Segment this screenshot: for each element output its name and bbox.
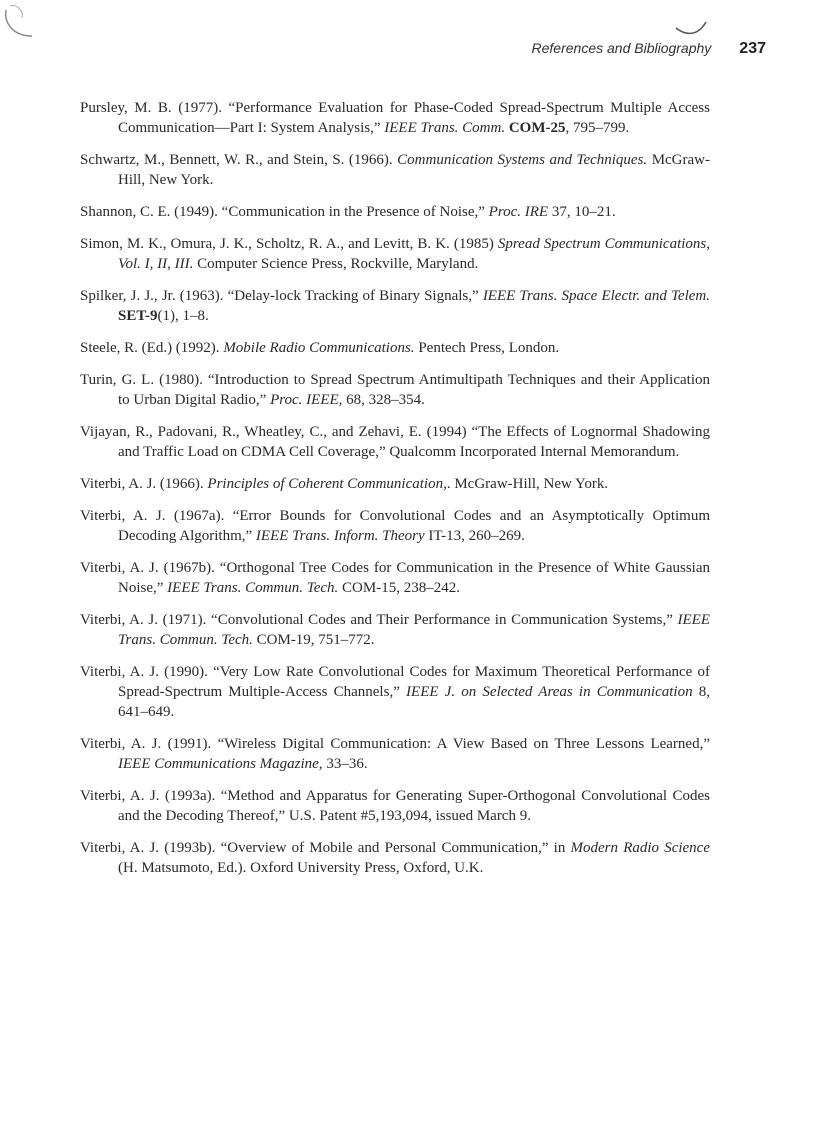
reference-text: Viterbi, A. J. (1993a). “Method and Apparatus for Generating Super-Orthogonal Convolutional Codes and the Decoding Thereof,” U.S. Patent #5,193,094, issued March 9. xyxy=(80,788,710,824)
reference-title: Spread Spectrum Communications, Vol. I, II, III. xyxy=(118,236,710,272)
reference-title: Proc. IRE xyxy=(488,204,549,220)
reference-text: Simon, M. K., Omura, J. K., Scholtz, R. A., and Levitt, B. K. (1985) xyxy=(80,236,498,252)
reference-entry xyxy=(80,422,710,462)
reference-entry xyxy=(80,286,710,326)
reference-title: IEEE Trans. Inform. Theory xyxy=(255,528,425,544)
reference-volume: COM-25 xyxy=(508,120,566,136)
reference-entry xyxy=(80,662,710,722)
scan-artifact-top-right xyxy=(672,16,712,38)
reference-text: COM-19, 751–772. xyxy=(252,632,375,648)
reference-title: IEEE Trans. Comm. xyxy=(384,120,506,136)
reference-text: IT-13, 260–269. xyxy=(424,528,525,544)
reference-text: Viterbi, A. J. (1990). “Very Low Rate Convolutional Codes for Maximum Theoretical Performance of Spread-Spectrum Multiple-Access Channels,” xyxy=(80,664,710,700)
reference-entry xyxy=(80,150,710,190)
reference-text: McGraw-Hill, New York. xyxy=(118,152,710,188)
reference-entry xyxy=(80,98,710,138)
reference-text: Spilker, J. J., Jr. (1963). “Delay-lock Tracking of Binary Signals,” xyxy=(80,288,483,304)
reference-text: 8, 641–649. xyxy=(118,684,710,720)
reference-text: Viterbi, A. J. (1966). xyxy=(80,476,208,492)
reference-text: 37, 10–21. xyxy=(548,204,616,220)
reference-text: (H. Matsumoto, Ed.). Oxford University Press, Oxford, U.K. xyxy=(118,860,484,876)
reference-title: Communication Systems and Techniques. xyxy=(397,152,648,168)
reference-text: Viterbi, A. J. (1967a). “Error Bounds for Convolutional Codes and an Asymptotically Optimum Decoding Algorithm,” xyxy=(80,508,710,544)
reference-text: , 795–799. xyxy=(565,120,630,136)
reference-title: IEEE Communications Magazine, xyxy=(118,756,323,772)
reference-text: Pentech Press, London. xyxy=(414,340,560,356)
reference-title: IEEE J. on Selected Areas in Communication xyxy=(406,684,693,700)
scan-artifact-top-left xyxy=(2,2,46,42)
reference-title: IEEE Trans. Space Electr. and Telem. xyxy=(482,288,711,304)
reference-text: Viterbi, A. J. (1971). “Convolutional Codes and Their Performance in Communication Systems,” xyxy=(80,612,678,628)
reference-entry xyxy=(80,338,710,358)
reference-text: 68, 328–354. xyxy=(342,392,425,408)
reference-entry xyxy=(80,734,710,774)
reference-text: (1), 1–8. xyxy=(157,308,209,324)
reference-volume: SET-9 xyxy=(118,308,158,324)
reference-text: COM-15, 238–242. xyxy=(338,580,460,596)
reference-text: Shannon, C. E. (1949). “Communication in the Presence of Noise,” xyxy=(80,204,489,220)
reference-title: IEEE Trans. Commun. Tech. xyxy=(118,612,710,648)
reference-text: . McGraw-Hill, New York. xyxy=(446,476,609,492)
reference-title: Mobile Radio Communications. xyxy=(223,340,415,356)
reference-title: Modern Radio Science xyxy=(570,840,711,856)
running-title: References and Bibliography xyxy=(531,40,712,56)
page-header xyxy=(532,40,766,58)
reference-title: Principles of Coherent Communication, xyxy=(207,476,447,492)
reference-entry xyxy=(80,474,710,494)
reference-text: Viterbi, A. J. (1993b). “Overview of Mobile and Personal Communication,” in xyxy=(80,840,571,856)
reference-text: 33–36. xyxy=(322,756,368,772)
reference-text: Viterbi, A. J. (1991). “Wireless Digital Communication: A View Based on Three Lessons Learned,” xyxy=(80,736,710,752)
reference-entry xyxy=(80,506,710,546)
reference-entry xyxy=(80,786,710,826)
reference-text: Vijayan, R., Padovani, R., Wheatley, C., and Zehavi, E. (1994) “The Effects of Lognormal Shadowing and Traffic Load on CDMA Cell Coverage,” Qualcomm Incorporated Internal Memorandum. xyxy=(80,424,710,460)
page-number: 237 xyxy=(739,40,766,57)
reference-entry xyxy=(80,838,710,878)
reference-text: Viterbi, A. J. (1967b). “Orthogonal Tree Codes for Communication in the Presence of White Gaussian Noise,” xyxy=(80,560,710,596)
reference-text: Steele, R. (Ed.) (1992). xyxy=(80,340,224,356)
reference-text: Pursley, M. B. (1977). “Performance Evaluation for Phase-Coded Spread-Spectrum Multiple Access Communication—Part I: System Analysis,” xyxy=(80,100,710,136)
reference-list xyxy=(80,98,710,890)
reference-entry xyxy=(80,370,710,410)
reference-title: IEEE Trans. Commun. Tech. xyxy=(167,580,339,596)
reference-entry xyxy=(80,234,710,274)
reference-entry xyxy=(80,558,710,598)
reference-title: Proc. IEEE, xyxy=(270,392,343,408)
reference-entry xyxy=(80,202,710,222)
reference-text: Schwartz, M., Bennett, W. R., and Stein, S. (1966). xyxy=(80,152,398,168)
reference-text: Turin, G. L. (1980). “Introduction to Spread Spectrum Antimultipath Techniques and their Application to Urban Digital Radio,” xyxy=(80,372,710,408)
reference-entry xyxy=(80,610,710,650)
reference-text: Computer Science Press, Rockville, Maryland. xyxy=(193,256,479,272)
